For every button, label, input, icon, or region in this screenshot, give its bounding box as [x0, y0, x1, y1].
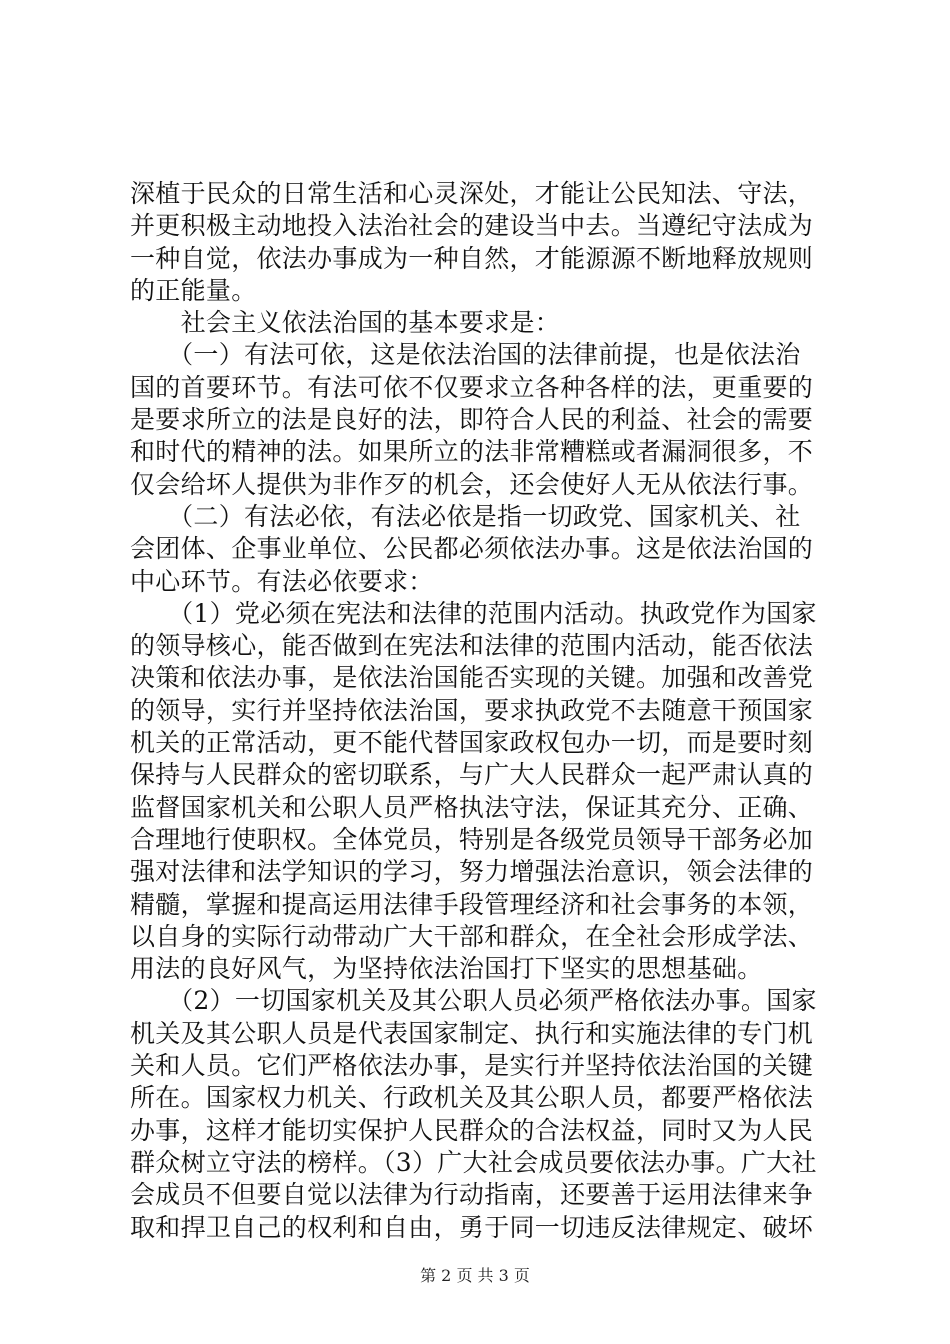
- text-line: 国的首要环节。有法可依不仅要求立各种各样的法，更重要的: [130, 372, 814, 402]
- text-line: 精髓，掌握和提高运用法律手段管理经济和社会事务的本领，: [130, 889, 814, 919]
- text-line: 办事，这样才能切实保护人民群众的合法权益，同时又为人民: [130, 1115, 814, 1145]
- text-line: 以自身的实际行动带动广大干部和群众，在全社会形成学法、: [130, 921, 814, 951]
- text-line: 保持与人民群众的密切联系，与广大人民群众一起严肃认真的: [130, 760, 814, 790]
- text-line: 群众树立守法的榜样。（3）广大社会成员要依法办事。广大社: [130, 1147, 817, 1177]
- text-line: 取和捍卫自己的权利和自由，勇于同一切违反法律规定、破坏: [130, 1212, 814, 1242]
- page-footer: 第 2 页 共 3 页: [420, 1266, 530, 1285]
- text-line: （二）有法必依，有法必依是指一切政党、国家机关、社: [130, 501, 801, 531]
- text-line: 关和人员。它们严格依法办事，是实行并坚持依法治国的关键: [130, 1051, 814, 1081]
- text-line: 仅会给坏人提供为非作歹的机会，还会使好人无从依法行事。: [130, 469, 814, 499]
- text-line: 是要求所立的法是良好的法，即符合人民的利益、社会的需要: [130, 405, 814, 435]
- text-line: 并更积极主动地投入法治社会的建设当中去。当遵纪守法成为: [130, 211, 814, 241]
- document-body: [130, 178, 826, 1244]
- text-line: 用法的良好风气，为坚持依法治国打下坚实的思想基础。: [130, 954, 763, 984]
- text-line: 决策和依法办事，是依法治国能否实现的关键。加强和改善党: [130, 663, 814, 693]
- text-line: 会成员不但要自觉以法律为行动指南，还要善于运用法律来争: [130, 1180, 814, 1210]
- text-line: 强对法律和法学知识的学习，努力增强法治意识，领会法律的: [130, 857, 814, 887]
- text-line: 中心环节。有法必依要求：: [130, 566, 434, 596]
- text-line: 社会主义依法治国的基本要求是：: [130, 308, 561, 338]
- text-line: 监督国家机关和公职人员严格执法守法，保证其充分、正确、: [130, 792, 814, 822]
- text-line: 合理地行使职权。全体党员，特别是各级党员领导干部务必加: [130, 824, 814, 854]
- text-line: 机关的正常活动，更不能代替国家政权包办一切，而是要时刻: [130, 728, 814, 758]
- text-line: （2）一切国家机关及其公职人员必须严格依法办事。国家: [130, 986, 817, 1016]
- text-line: （一）有法可依，这是依法治国的法律前提，也是依法治: [130, 340, 801, 370]
- text-line: 和时代的精神的法。如果所立的法非常糟糕或者漏洞很多，不: [130, 437, 814, 467]
- text-line: 深植于民众的日常生活和心灵深处，才能让公民知法、守法，: [130, 179, 814, 208]
- text-line: 所在。国家权力机关、行政机关及其公职人员，都要严格依法: [130, 1083, 814, 1113]
- text-line: 会团体、企事业单位、公民都必须依法办事。这是依法治国的: [130, 534, 814, 564]
- text-line: 的领导，实行并坚持依法治国，要求执政党不去随意干预国家: [130, 695, 814, 725]
- text-line: （1）党必须在宪法和法律的范围内活动。执政党作为国家: [130, 598, 817, 628]
- text-line: 一种自觉，依法办事成为一种自然，才能源源不断地释放规则: [130, 243, 814, 273]
- text-line: 的正能量。: [130, 275, 257, 305]
- text-line: 机关及其公职人员是代表国家制定、执行和实施法律的专门机: [130, 1018, 814, 1048]
- text-line: 的领导核心，能否做到在宪法和法律的范围内活动，能否依法: [130, 631, 814, 661]
